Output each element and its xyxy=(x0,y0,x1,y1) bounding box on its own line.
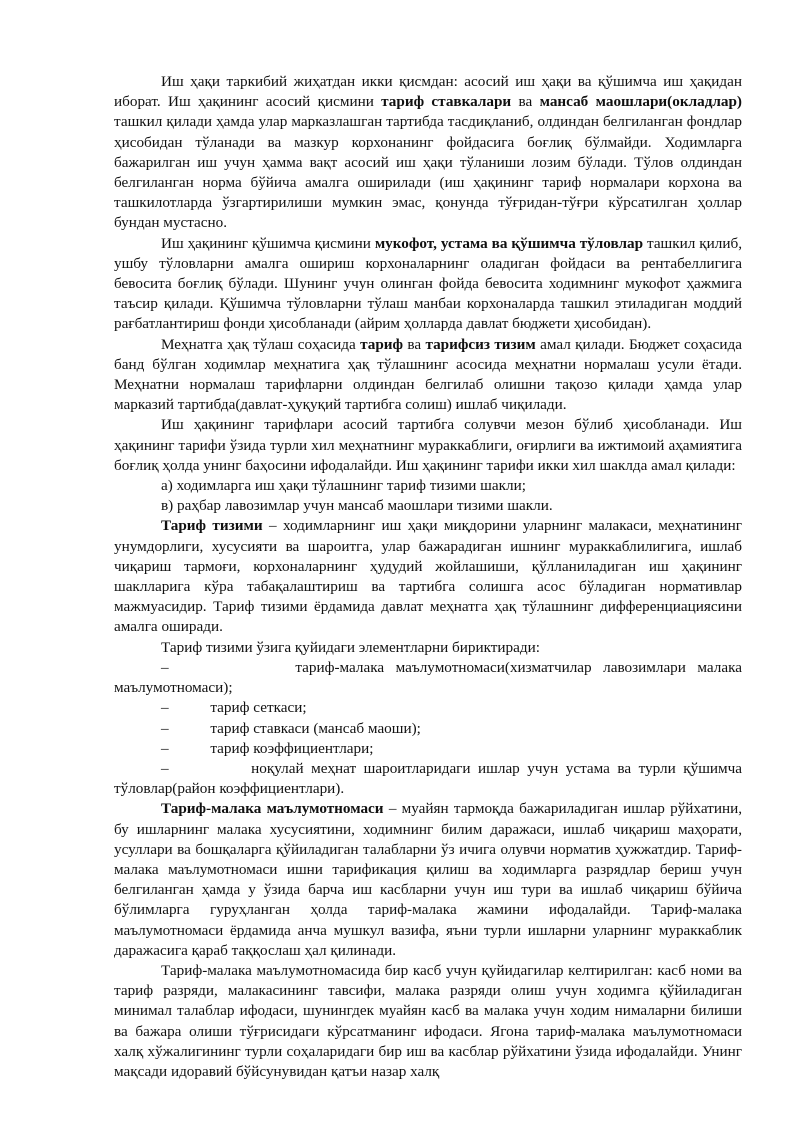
bold-term-tariff-rates: тариф ставкалари xyxy=(381,93,512,111)
list-item-text: тариф-малака маълумотномаси(хизматчилар лавозимлари малака маълумотномаси); xyxy=(114,658,743,697)
text-run: ва xyxy=(403,335,426,353)
list-item-element xyxy=(114,698,742,718)
paragraph-handbook-contents: Тариф-малака маълумотномасида бир касб учун қуйидагилар келтирилган: касб номи ва тариф разряди, малакасининг тавсифи, малака разряди олиш учун ходимга қўйиладиган минимал талаблар ифодаси, шунингдек муайян касб ва малака учун ходим нималарни билиши ва бажара олиши тўғрисидаги кўрсатманинг ифодаси. Ягона тариф-малака маълумотномаси халқ хўжалигининг турли соҳаларидаги бир иш ва касблар рўйхатини ўзида ифодалайди. Унинг мақсади идоравий бўйсунувидан қатъи назар халқ xyxy=(114,961,742,1080)
bold-term-tariff: тариф xyxy=(360,335,404,353)
list-item-text: ноқулай меҳнат шароитларидаги ишлар учун устама ва турли қўшимча тўловлар(район коэффициентлари). xyxy=(114,759,743,798)
list-item-element xyxy=(114,739,742,759)
dash-marker: – xyxy=(161,739,169,757)
text-run: Меҳнатга ҳақ тўлаш соҳасида xyxy=(161,335,361,353)
text-run: ташкил қилиб, ушбу тўловларни амалга ошириш корхоналарнинг оладиган фойдаси ва рентабеллигига бевосита боғлиқ бўлади. Шунинг учун олинган фойда бевосита ходимнинг мукофот ҳажмига таъсир қилади. Қўшимча тўловларни тўлаш манбаи корхоналарда ташкил этиладиган моддий рағбатлантириш фонди ҳисобланади (айрим ҳолларда давлат бюджети ҳисобидан). xyxy=(114,234,742,333)
bold-term-tariff-system: Тариф тизими xyxy=(161,517,263,535)
text-run: ва xyxy=(511,93,540,111)
bold-term-non-tariff-system: тарифсиз тизим xyxy=(425,335,536,353)
text-run: – муайян тармоқда бажариладиган ишлар рўйхатини, бу ишларнинг малака хусусиятини, ходимнинг билим даражаси, ишлаб чиқариш маҳорати, усуллари ва бошқаларга қўйиладиган талабларни ўз ичига олувчи норматив ҳужжатдир. Тариф-малака маълумотномаси ишни тарификация қилиш ва ходимларга разрядлар бериш учун белгиланган ҳамда у ўзида барча иш касбларни учун иш тури ва ишлаб чиқариш бўйича бўлимларга гуруҳланган ҳолда тариф-малака жамини ифодалайди. Тариф-малака маълумотномаси ёрдамида анча мушкул вазифа, яъни турли ишларни уларнинг мураккаблик даражасига қараб таққослаш ҳал қилинади. xyxy=(114,800,742,959)
text-run: Иш ҳақининг қўшимча қисмини xyxy=(161,234,375,252)
list-item-text: тариф ставкаси (мансаб маоши); xyxy=(210,719,421,737)
bold-term-bonuses: мукофот, устама ва қўшимча тўловлар xyxy=(374,234,644,252)
paragraph-qualification-handbook xyxy=(114,799,742,961)
paragraph-tariff-systems xyxy=(114,335,742,416)
paragraph-tariffs-criterion: Иш ҳақининг тарифлари асосий тартибга солувчи мезон бўлиб ҳисобланади. Иш ҳақининг тарифи ўзида турли хил меҳнатнинг мураккаблиги, оғирлиги ва ижтимоий аҳамиятига боғлиқ ҳолда унинг баҳосини ифодалайди. Иш ҳақининг тарифи икки хил шаклда амал қилади: xyxy=(114,416,742,474)
text-run: ташкил қилади ҳамда улар марказлашган тартибда тасдиқланиб, олдиндан белгиланган фондлар ҳисобидан тўланади ва мазкур корхонанинг фойдасига боғлиқ бўлмайди. Ходимларга бажарилган иш учун ҳамма вақт асосий иш ҳақи тўланиши лозим бўлади. Тўлов олдиндан белгиланган норма бўйича амалга оширилади (иш ҳақининг тариф нормалари корхона ва ташкилотларда ўзгартирилиши мумкин эмас, қонунда тўғридан-тўғри кўрсатилган ҳоллар бундан мустасно. xyxy=(114,113,742,232)
paragraph-additional-part xyxy=(114,234,742,335)
list-item-element xyxy=(114,719,742,739)
list-item-text: тариф сеткаси; xyxy=(210,699,307,717)
dash-marker: – xyxy=(161,658,169,676)
document-page xyxy=(114,72,742,1082)
list-item-form-a: а) ходимларга иш ҳақи тўлашнинг тариф тизими шакли; xyxy=(161,477,526,495)
list-item-element xyxy=(114,658,742,698)
bold-term-position-salaries: мансаб маошлари(окладлар) xyxy=(539,93,742,111)
list-item-form-b: в) раҳбар лавозимлар учун мансаб маошлари тизими шакли. xyxy=(161,497,553,515)
text-run: амал қилади. Бюджет соҳасида банд бўлган ходимлар меҳнатига ҳақ тўлашнинг асосида меҳнатни нормалаш усули ётади. Меҳнатни нормалаш тарифларни олдиндан белгилаб олишни тақозо қилади ҳамда улар марказий тартибда(давлат-ҳуқуқий тартибга солиш) ишлаб чиқилади. xyxy=(114,335,742,414)
list-item-element xyxy=(114,759,742,799)
paragraph-wage-structure xyxy=(114,72,742,234)
paragraph-tariff-system-definition xyxy=(114,516,742,637)
paragraph-elements-intro: Тариф тизими ўзига қуйидаги элементларни бириктиради: xyxy=(161,638,540,656)
dash-marker: – xyxy=(161,699,169,717)
bold-term-qualification-handbook: Тариф-малака маълумотномаси xyxy=(161,800,384,818)
text-run: – ходимларнинг иш ҳақи миқдорини уларнинг малакаси, меҳнатининг унумдорлиги, хусусияти ва шароитга, улар бажарадиган ишнинг мураккаблилигига, ишлаб чиқариш тармоғи, корхоналарнинг ҳудудий жойлашиши, қўлланиладиган иш ҳақининг шаклларига кўра табақалаштириш ва тартибга солишга асос бўладиган нормативлар мажмуасидир. Тариф тизими ёрдамида давлат меҳнатга ҳақ тўлашнинг дифференциациясини амалга оширади. xyxy=(114,517,742,636)
dash-marker: – xyxy=(161,759,169,777)
list-item-text: тариф коэффициентлари; xyxy=(210,739,374,757)
text-run: Иш ҳақи таркибий жиҳатдан икки қисмдан: асосий иш ҳақи ва қўшимча иш ҳақидан иборат. Иш ҳақининг асосий қисмини xyxy=(114,73,742,111)
dash-marker: – xyxy=(161,719,169,737)
